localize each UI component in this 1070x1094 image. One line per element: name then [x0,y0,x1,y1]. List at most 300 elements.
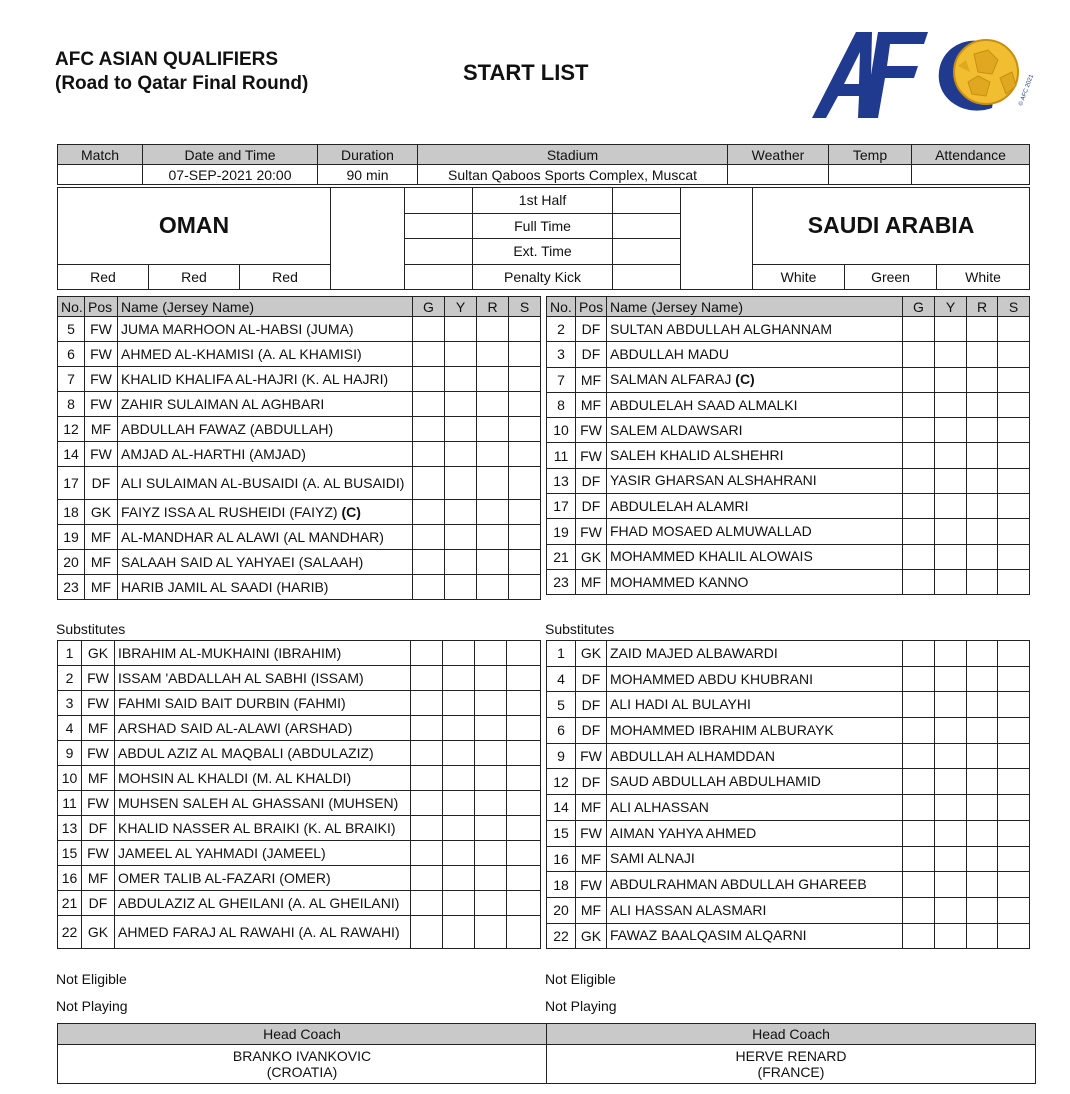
player-number-text: 15 [61,845,78,861]
player-name [118,575,413,600]
player-row [547,494,1030,519]
player-number [58,500,85,525]
player-number-text: 16 [61,870,78,886]
player-name [118,317,413,342]
yellow-card-cell [935,718,967,744]
player-position-text: FW [90,371,112,387]
away-coach-name: HERVE RENARD [735,1048,847,1064]
red-card-cell [475,866,507,891]
player-position-text: DF [581,498,601,515]
player-position-text: MF [580,902,602,919]
substitution-cell [998,317,1030,342]
player-number [58,916,82,949]
player-number [547,897,576,923]
player-name [607,666,903,692]
goals-cell [903,392,935,417]
player-position [576,544,607,569]
col-pos: Pos [576,297,607,317]
goals-cell [413,575,445,600]
player-position-text: FW [90,346,112,362]
away-full-time-score [613,213,681,239]
player-row [58,367,541,392]
substitution-cell [998,544,1030,569]
player-number [58,342,85,367]
substitution-cell [998,468,1030,493]
competition-title [55,48,308,96]
player-position-text: MF [90,579,112,595]
player-position [85,392,118,417]
player-position-text: DF [581,696,601,713]
yellow-card-cell [443,916,475,949]
player-number-text: 2 [557,321,565,338]
player-position-text: GK [90,504,112,520]
duration-value: 90 min [318,165,418,185]
away-substitutes-label: Substitutes [545,621,615,637]
substitution-cell [507,766,541,791]
player-name-text: SALEH KHALID ALSHEHRI [610,447,784,464]
away-1st-half-score [613,188,681,214]
player-position-text: GK [580,548,602,565]
col-goals: G [903,297,935,317]
player-number [58,816,82,841]
player-number-text: 9 [65,745,74,761]
attendance-value [912,165,1030,185]
player-number [547,641,576,667]
substitution-cell [509,442,541,467]
player-number [58,317,85,342]
home-kit-shirt: Red [58,264,149,290]
player-position [82,891,115,916]
weather-label: Weather [728,145,829,165]
player-position [85,575,118,600]
red-card-cell [475,791,507,816]
player-position-text: MF [580,850,602,867]
substitution-cell [998,342,1030,367]
player-name-text: YASIR GHARSAN ALSHAHRANI [610,472,817,489]
player-name [607,641,903,667]
yellow-card-cell [935,641,967,667]
player-position-text: DF [91,475,111,491]
player-name [607,795,903,821]
goals-cell [413,417,445,442]
player-name [115,816,411,841]
player-number-text: 12 [63,421,79,437]
player-name-text: MOHSIN AL KHALDI (M. AL KHALDI) [118,769,352,786]
player-row [547,544,1030,569]
player-position [82,666,115,691]
player-number [58,525,85,550]
away-starters-header [547,297,1030,317]
red-card-cell [477,367,509,392]
player-row [547,317,1030,342]
red-card-cell [477,392,509,417]
red-card-cell [477,317,509,342]
yellow-card-cell [445,367,477,392]
player-number [547,769,576,795]
goals-cell [413,317,445,342]
red-card-cell [967,418,998,443]
substitution-cell [998,519,1030,544]
player-name-text: ABDUL AZIZ AL MAQBALI (ABDULAZIZ) [118,744,374,761]
player-position [576,692,607,718]
yellow-card-cell [935,692,967,718]
player-name-text: AHMED FARAJ AL RAWAHI (A. AL RAWAHI) [118,923,400,940]
player-number [547,820,576,846]
player-name [115,641,411,666]
player-name [607,392,903,417]
away-kit-shorts: Green [845,264,937,290]
player-position-text: MF [87,770,109,786]
yellow-card-cell [935,769,967,795]
player-name-text: MOHAMMED KANNO [610,573,749,590]
player-name-text: ALI HADI AL BULAYHI [610,696,751,713]
player-number [547,519,576,544]
yellow-card-cell [445,417,477,442]
player-name-text: ALI SULAIMAN AL-BUSAIDI (A. AL BUSAIDI) [121,474,405,491]
yellow-card-cell [935,897,967,923]
captain-marker: (C) [341,503,361,520]
player-row [58,417,541,442]
score-row-1st-half [58,188,1030,214]
col-yellow: Y [445,297,477,317]
player-name [115,891,411,916]
match-info-table [57,144,1030,185]
player-position-text: DF [581,773,601,790]
goals-cell [413,342,445,367]
player-number [547,418,576,443]
player-number [547,544,576,569]
temp-value [829,165,912,185]
player-position [576,494,607,519]
captain-marker: (C) [735,371,755,388]
player-number-text: 14 [553,799,569,816]
player-name [118,392,413,417]
player-position [82,716,115,741]
red-card-cell [967,743,998,769]
yellow-card-cell [935,342,967,367]
player-number [547,317,576,342]
player-name-text: ABDULLAH FAWAZ (ABDULLAH) [121,420,334,437]
substitution-cell [998,846,1030,872]
player-number [58,666,82,691]
player-name [607,692,903,718]
player-row [547,519,1030,544]
col-no: No. [58,297,85,317]
player-position [82,641,115,666]
yellow-card-cell [443,666,475,691]
substitution-cell [998,718,1030,744]
player-position-text: DF [88,895,108,911]
period-ext-time: Ext. Time [473,239,613,265]
match-label: Match [58,145,143,165]
player-row [58,741,541,766]
red-card-cell [477,575,509,600]
player-row [547,443,1030,468]
player-number-text: 10 [553,422,569,439]
player-position-text: DF [581,671,601,688]
player-name [607,342,903,367]
player-number [58,891,82,916]
home-penalty-score [405,264,473,290]
head-coach-table [57,1023,1036,1084]
player-number-text: 6 [557,722,565,739]
red-card-cell [967,342,998,367]
red-card-cell [967,392,998,417]
home-substitutes-table [57,640,541,949]
player-row [547,769,1030,795]
substitution-cell [998,666,1030,692]
yellow-card-cell [445,342,477,367]
substitution-cell [507,916,541,949]
player-name-text: MUHSEN SALEH AL GHASSANI (MUHSEN) [118,794,399,811]
away-score-cell [681,188,753,290]
goals-cell [411,916,443,949]
temp-label: Temp [829,145,912,165]
goals-cell [413,550,445,575]
home-ext-time-score [405,239,473,265]
yellow-card-cell [935,666,967,692]
player-number-text: 19 [553,523,569,540]
player-number [547,392,576,417]
player-name [115,791,411,816]
player-number-text: 17 [553,498,569,515]
player-number [547,494,576,519]
yellow-card-cell [935,923,967,949]
player-position [82,766,115,791]
player-number-text: 21 [61,895,78,911]
player-number-text: 11 [62,795,77,811]
player-number [547,846,576,872]
red-card-cell [475,666,507,691]
red-card-cell [967,468,998,493]
attendance-label: Attendance [912,145,1030,165]
player-number [547,795,576,821]
red-card-cell [475,641,507,666]
goals-cell [413,442,445,467]
substitution-cell [998,897,1030,923]
player-name [115,916,411,949]
player-name [118,417,413,442]
player-number-text: 20 [63,554,79,570]
substitution-cell [998,795,1030,821]
red-card-cell [475,916,507,949]
col-goals: G [413,297,445,317]
player-position [576,718,607,744]
substitution-cell [998,872,1030,898]
player-number-text: 22 [553,927,569,944]
player-row [58,816,541,841]
red-card-cell [967,317,998,342]
player-number-text: 7 [557,371,565,388]
player-position-text: MF [580,397,602,414]
substitution-cell [998,769,1030,795]
player-position-text: GK [87,924,109,940]
goals-cell [903,367,935,392]
home-1st-half-score [405,188,473,214]
player-row [547,392,1030,417]
player-number-text: 4 [557,671,565,688]
player-name-text: SALEM ALDAWSARI [610,421,743,438]
period-1st-half: 1st Half [473,188,613,214]
red-card-cell [475,766,507,791]
goals-cell [903,743,935,769]
player-number [58,766,82,791]
red-card-cell [967,769,998,795]
yellow-card-cell [443,766,475,791]
player-name [607,923,903,949]
player-name-text: SALMAN ALFARAJ [610,371,732,388]
player-number-text: 7 [67,371,75,387]
player-row [547,692,1030,718]
substitution-cell [509,367,541,392]
player-name [607,544,903,569]
goals-cell [903,468,935,493]
red-card-cell [477,342,509,367]
goals-cell [903,519,935,544]
score-table [57,187,1030,290]
away-not-eligible-label: Not Eligible [545,971,616,987]
player-position-text: MF [87,870,109,886]
player-name-text: FAIYZ ISSA AL RUSHEIDI (FAIYZ) [121,503,338,520]
red-card-cell [477,500,509,525]
player-number [547,342,576,367]
player-position [85,500,118,525]
col-no: No. [547,297,576,317]
player-number [58,741,82,766]
player-name [118,525,413,550]
player-number [58,367,85,392]
home-starters-header [58,297,541,317]
substitution-cell [507,666,541,691]
away-substitutes-table [546,640,1030,949]
yellow-card-cell [443,691,475,716]
player-name-text: AHMED AL-KHAMISI (A. AL KHAMISI) [121,345,362,362]
player-number-text: 15 [553,825,569,842]
player-name-text: OMER TALIB AL-FAZARI (OMER) [118,869,331,886]
player-position [85,442,118,467]
yellow-card-cell [935,468,967,493]
yellow-card-cell [935,743,967,769]
goals-cell [411,691,443,716]
player-position [576,418,607,443]
player-name [607,418,903,443]
player-position-text: FW [90,396,112,412]
player-number-text: 5 [67,321,75,337]
player-name-text: ABDULELAH SAAD ALMALKI [610,396,798,413]
player-number-text: 22 [61,924,78,940]
player-position [576,641,607,667]
yellow-card-cell [935,443,967,468]
away-kit-socks: White [937,264,1030,290]
player-name [607,897,903,923]
player-position-text: MF [580,799,602,816]
player-number-text: 23 [63,579,79,595]
player-name-text: ZAID MAJED ALBAWARDI [610,644,778,661]
player-name [607,872,903,898]
match-value [58,165,143,185]
player-name [118,442,413,467]
player-number-text: 21 [553,548,569,565]
home-head-coach [58,1045,547,1084]
away-head-coach-label: Head Coach [547,1024,1036,1045]
goals-cell [903,769,935,795]
player-row [58,866,541,891]
player-number-text: 5 [557,696,565,713]
player-number-text: 17 [63,475,79,491]
player-row [547,367,1030,392]
red-card-cell [475,816,507,841]
goals-cell [411,716,443,741]
home-starters-table [57,296,541,600]
player-name-text: IBRAHIM AL-MUKHAINI (IBRAHIM) [118,644,342,661]
player-name [607,468,903,493]
yellow-card-cell [443,816,475,841]
head-coach-header-row [58,1024,1036,1045]
player-row [547,342,1030,367]
stadium-label: Stadium [418,145,728,165]
player-position [576,392,607,417]
player-name-text: ARSHAD SAID AL-ALAWI (ARSHAD) [118,719,353,736]
afc-logo [808,22,1048,122]
player-name-text: ABDULRAHMAN ABDULLAH GHAREEB [610,876,867,893]
goals-cell [903,692,935,718]
away-head-coach [547,1045,1036,1084]
competition-title-line1: AFC ASIAN QUALIFIERS [55,49,279,70]
player-number-text: 2 [65,670,74,686]
red-card-cell [477,442,509,467]
duration-label: Duration [318,145,418,165]
player-number-text: 11 [553,447,569,464]
player-number [58,866,82,891]
player-number [547,743,576,769]
player-number [58,791,82,816]
home-full-time-score [405,213,473,239]
competition-title-line2: (Road to Qatar Final Round) [55,73,309,94]
home-not-playing-label: Not Playing [56,998,128,1014]
substitution-cell [507,691,541,716]
player-position [576,569,607,594]
player-position-text: FW [580,825,602,842]
player-position-text: FW [90,446,112,462]
goals-cell [903,795,935,821]
col-red: R [477,297,509,317]
football-emblem-icon [954,40,1018,104]
period-penalty-kick: Penalty Kick [473,264,613,290]
player-name-text: SAMI ALNAJI [610,850,695,867]
red-card-cell [477,525,509,550]
player-name [118,367,413,392]
yellow-card-cell [935,846,967,872]
player-number-text: 19 [63,529,79,545]
substitution-cell [998,443,1030,468]
home-head-coach-label: Head Coach [58,1024,547,1045]
player-position [85,342,118,367]
substitution-cell [998,367,1030,392]
head-coach-name-row [58,1045,1036,1084]
player-position-text: GK [87,645,109,661]
red-card-cell [967,666,998,692]
player-name [115,691,411,716]
substitution-cell [507,816,541,841]
goals-cell [903,544,935,569]
substitution-cell [509,467,541,500]
substitution-cell [998,641,1030,667]
goals-cell [411,766,443,791]
player-position [85,467,118,500]
player-number-text: 20 [553,902,569,919]
player-name-text: ABDULAZIZ AL GHEILANI (A. AL GHEILANI) [118,894,400,911]
substitution-cell [509,392,541,417]
